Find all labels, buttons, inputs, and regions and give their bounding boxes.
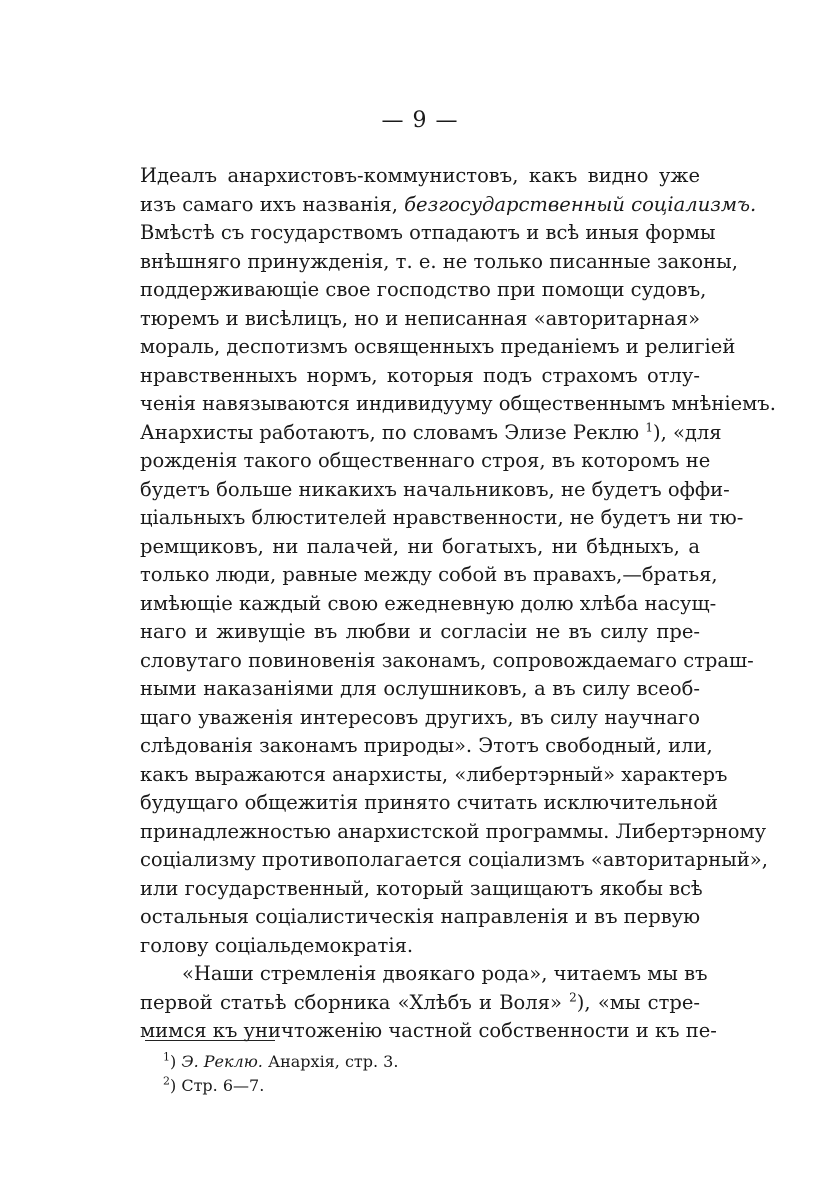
text-line: нравственныхъ нормъ, которыя подъ страхомъ отлу- (140, 363, 700, 387)
footnote-text: ) (170, 1076, 182, 1095)
text-line: ремщиковъ, ни палачей, ни богатыхъ, ни бѣдныхъ, а (140, 534, 700, 558)
text-segment: изъ самаго ихъ названія, (140, 192, 405, 216)
text-line: принадлежностью анархистской программы. Либертэрному (140, 819, 767, 843)
footnote (163, 1074, 683, 1098)
text-line: соціализму противополагается соціализмъ «авторитарный», (140, 848, 768, 871)
text-line (140, 191, 757, 220)
footnote-text: Стр. 6—7. (181, 1076, 265, 1095)
text-line: какъ выражаются анархисты, «либертэрный» характеръ (140, 762, 728, 786)
footnote (163, 1050, 683, 1074)
footnote-ref: 2 (569, 990, 577, 1004)
text-line: голову соціальдемократія. (140, 933, 414, 957)
footnote-number (163, 1051, 170, 1064)
text-line: рожденія такого общественнаго строя, въ которомъ не (140, 449, 711, 472)
text-line: или государственный, который защищаютъ якобы всѣ (140, 876, 703, 900)
text-line: только люди, равные между собой въ правахъ,—братья, (140, 563, 718, 586)
text-line (140, 419, 722, 448)
text-line: ными наказаніями для ослушниковъ, а въ силу всеоб- (140, 677, 700, 700)
text-segment: первой статьѣ сборника «Хлѣбъ и Воля» (140, 990, 570, 1014)
text-line (140, 989, 700, 1018)
text-line: Вмѣстѣ съ государствомъ отпадаютъ и всѣ иныя формы (140, 221, 716, 244)
footnote-ref: 1 (645, 420, 653, 434)
italic-text: безгосударственный соціализмъ. (404, 192, 757, 216)
footnote-text: Анархія, стр. 3. (262, 1052, 399, 1071)
text-line: мимся къ уничтоженію частной собственности и къ пе- (140, 1019, 717, 1042)
text-line: ченія навязываются индивидууму общественнымъ мнѣніемъ. (140, 392, 776, 415)
footnote-ref-mark (645, 420, 653, 434)
footnote-number-text: 2 (163, 1074, 170, 1088)
footnote-text: ) (170, 1052, 182, 1071)
footnote-number (163, 1075, 170, 1088)
text-segment: ), «мы стре- (576, 990, 700, 1014)
text-line: ціальныхъ блюстителей нравственности, не будетъ ни тю- (140, 506, 744, 529)
text-line: «Наши стремленія двоякаго рода», читаемъ мы въ (182, 962, 708, 985)
text-line: имѣющіе каждый свою ежедневную долю хлѣба насущ- (140, 591, 717, 615)
footnote-author: Э. Реклю. (181, 1052, 263, 1071)
text-line: тюремъ и висѣлицъ, но и неписанная «авторитарная» (140, 306, 700, 330)
text-line: мораль, деспотизмъ освященныхъ преданіемъ и религіей (140, 335, 736, 358)
text-line: наго и живущіе въ любви и согласіи не въ силу пре- (140, 620, 700, 643)
text-segment: Анархисты работаютъ, по словамъ Элизе Реклю (140, 420, 646, 444)
footnotes (163, 1050, 683, 1098)
text-line: внѣшняго принужденія, т. е. не только писанные законы, (140, 249, 738, 273)
text-line: остальныя соціалистическія направленія и въ первую (140, 905, 701, 928)
text-line: будетъ больше никакихъ начальниковъ, не будетъ оффи- (140, 477, 730, 501)
text-line: Идеалъ анархистовъ-коммунистовъ, какъ видно уже (140, 164, 700, 187)
text-segment: ), «для (652, 420, 722, 444)
footnote-number-text: 1 (163, 1050, 170, 1064)
footnote-divider (145, 1040, 275, 1041)
text-line: словутаго повиновенія законамъ, сопровождаемаго страш- (140, 648, 754, 672)
text-line: слѣдованія законамъ природы». Этотъ свободный, или, (140, 734, 713, 757)
text-line: щаго уваженія интересовъ другихъ, въ силу научнаго (140, 705, 700, 729)
footnote-ref-mark (569, 990, 577, 1004)
page-number: — 9 — (381, 108, 459, 133)
body-text (140, 162, 776, 1046)
text-line: поддерживающіе свое господство при помощи судовъ, (140, 278, 707, 301)
text-line: будущаго общежитія принято считать исключительной (140, 791, 718, 814)
